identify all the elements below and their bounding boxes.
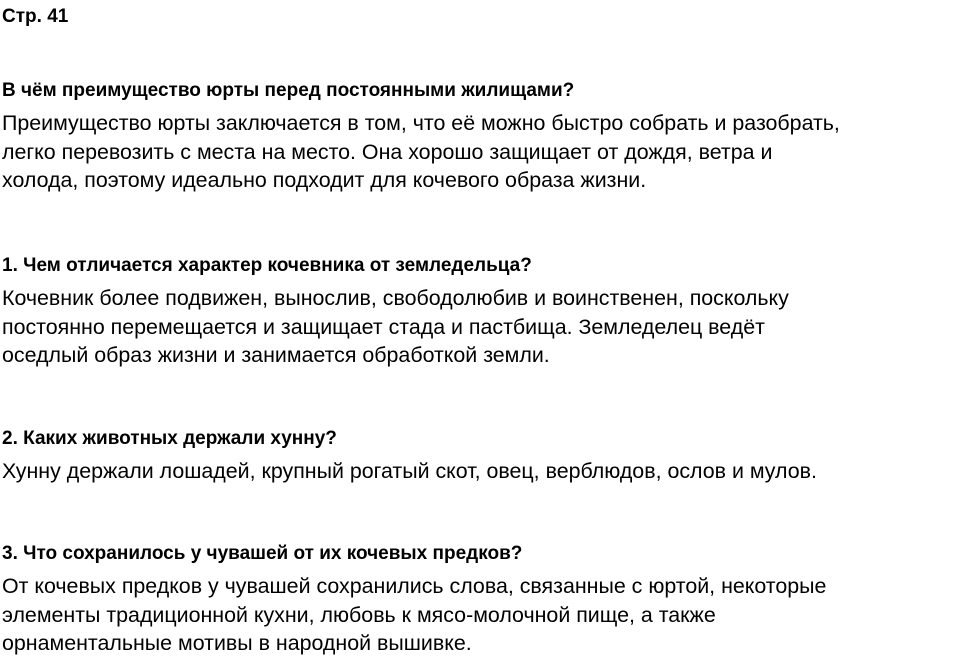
answer-line: Кочевник более подвижен, вынослив, свободолюбив и воинственен, поскольку xyxy=(2,286,789,310)
page-number: Стр. 41 xyxy=(2,6,69,27)
answer-line: легко перевозить с места на место. Она хорошо защищает от дождя, ветра и xyxy=(2,139,773,164)
answer-line: От кочевых предков у чувашей сохранились слова, связанные с юртой, некоторые xyxy=(2,574,827,598)
question-heading: 2. Каких животных держали хунну? xyxy=(2,428,337,449)
qa-block-2 xyxy=(2,427,960,486)
qa-block-intro xyxy=(2,79,960,195)
answer-paragraph xyxy=(2,109,960,195)
qa-block-3 xyxy=(2,542,960,658)
question-heading: В чём преимущество юрты перед постоянными жилищами? xyxy=(2,80,575,101)
question-heading: 3. Что сохранилось у чувашей от их кочевых предков? xyxy=(2,543,523,564)
answer-line: орнаментальные мотивы в народной вышивке. xyxy=(2,631,472,655)
answer-line: элементы традиционной кухни, любовь к мясо-молочной пище, а также xyxy=(2,602,716,627)
answer-line: постоянно перемещается и защищает стада и пастбища. Земледелец ведёт xyxy=(2,314,765,339)
answer-line: оседлый образ жизни и занимается обработкой земли. xyxy=(2,343,550,367)
answer-line: холода, поэтому идеально подходит для кочевого образа жизни. xyxy=(2,168,647,192)
answer-line: Хунну держали лошадей, крупный рогатый скот, овец, верблюдов, ослов и мулов. xyxy=(2,459,817,483)
answer-line: Преимущество юрты заключается в том, что её можно быстро собрать и разобрать, xyxy=(2,111,840,135)
answer-paragraph xyxy=(2,284,960,370)
answer-paragraph xyxy=(2,457,960,486)
qa-block-1 xyxy=(2,254,960,370)
answer-paragraph xyxy=(2,572,960,658)
question-heading: 1. Чем отличается характер кочевника от земледельца? xyxy=(2,255,532,276)
